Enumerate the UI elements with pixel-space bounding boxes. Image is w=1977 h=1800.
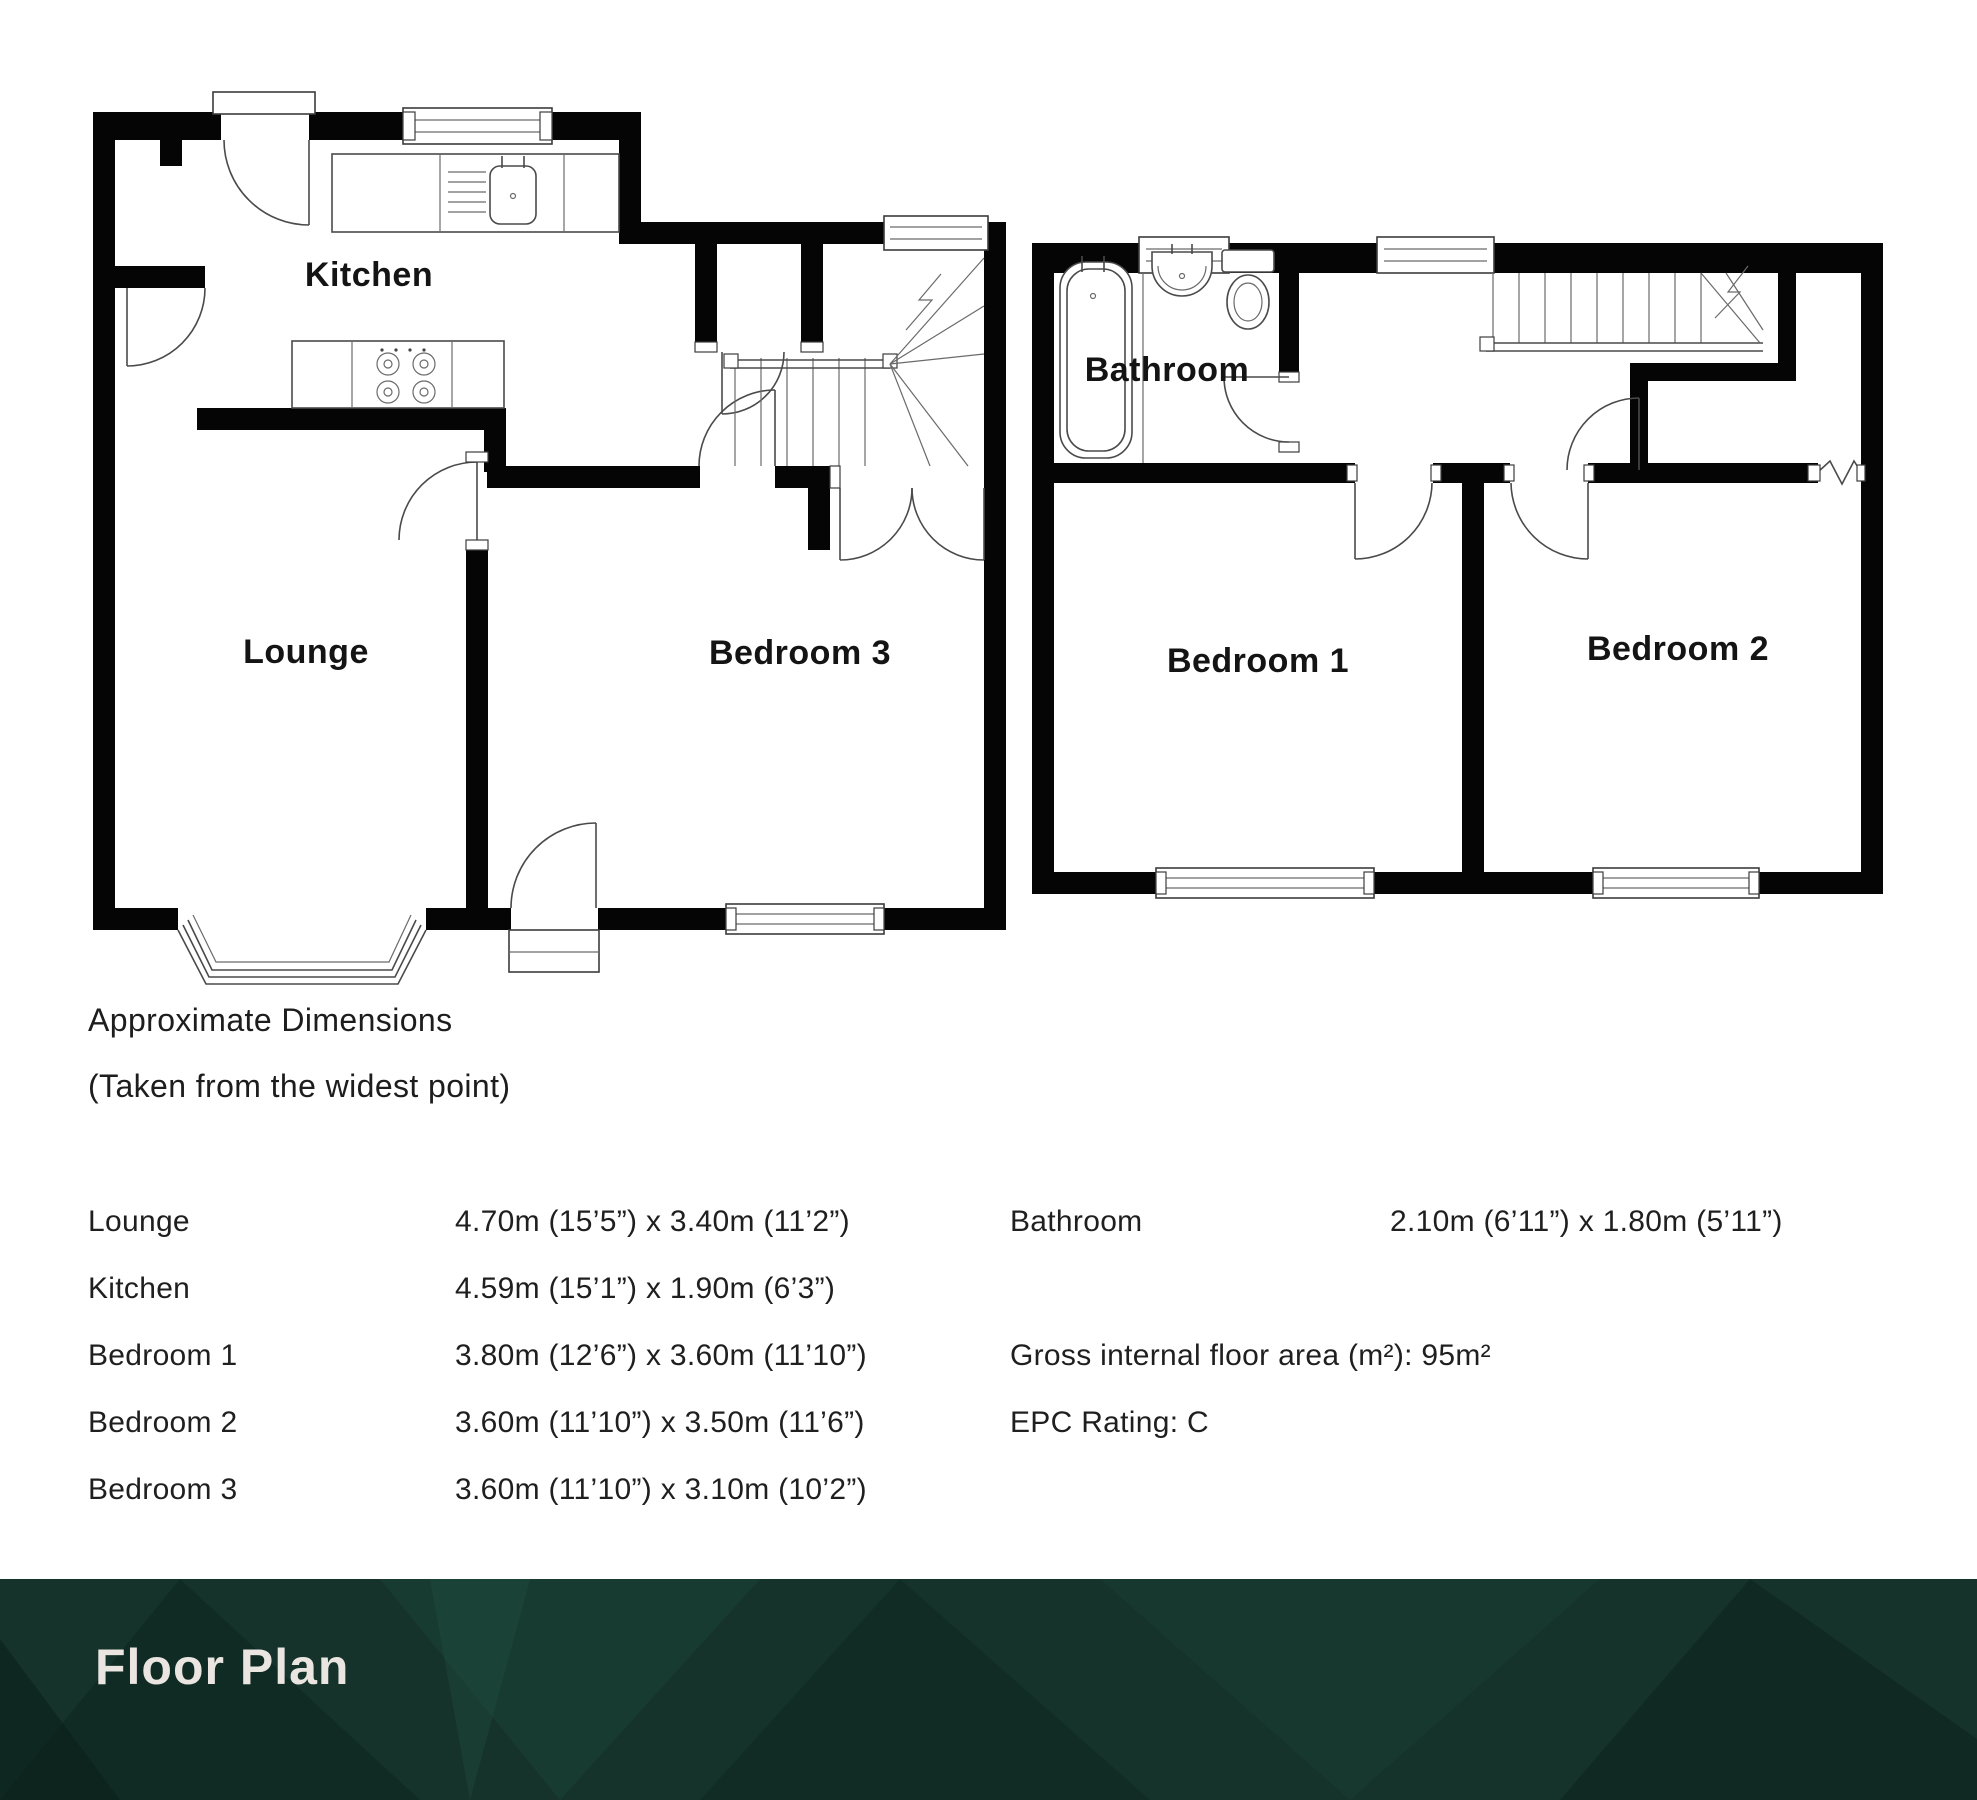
dim-row-bedroom3 — [88, 1473, 237, 1507]
dim-row-bedroom2 — [88, 1406, 237, 1440]
dim-row-lounge — [88, 1205, 190, 1239]
bedroom1-door — [1347, 465, 1441, 559]
dim-size-bathroom: 2.10m (6’11”) x 1.80m (5’11”) — [1390, 1205, 1783, 1238]
wash-basin — [1152, 244, 1212, 296]
bedroom1-window — [1156, 868, 1374, 898]
label-bedroom3: Bedroom 3 — [708, 634, 892, 672]
label-kitchen: Kitchen — [304, 256, 434, 294]
bedroom2-window — [1593, 868, 1759, 898]
landing-door — [1567, 398, 1639, 470]
epc-rating: EPC Rating: C — [1010, 1406, 1209, 1439]
kitchen-hob — [292, 341, 504, 408]
label-bedroom2: Bedroom 2 — [1586, 630, 1770, 668]
bedroom2-door — [1504, 465, 1594, 559]
dimensions-title: Approximate Dimensions — [88, 1002, 453, 1038]
dimensions-subtitle: (Taken from the widest point) — [88, 1068, 511, 1104]
dim-size-bedroom3: 3.60m (11’10”) x 3.10m (10’2”) — [455, 1473, 867, 1506]
label-bedroom1: Bedroom 1 — [1166, 642, 1350, 680]
hall-window — [884, 216, 988, 250]
dim-room-name: Bedroom 3 — [88, 1473, 238, 1506]
dim-room-name: Kitchen — [88, 1272, 191, 1305]
dim-room-name: Lounge — [88, 1205, 190, 1238]
toilet — [1222, 250, 1274, 329]
dim-room-name: Bedroom 1 — [88, 1339, 238, 1372]
footer-title: Floor Plan — [95, 1639, 350, 1695]
dim-room-name: Bedroom 2 — [88, 1406, 238, 1439]
bay-window — [178, 915, 426, 984]
kitchen-window — [403, 108, 552, 144]
dim-size-bedroom2: 3.60m (11’10”) x 3.50m (11’6”) — [455, 1406, 865, 1439]
kitchen-sink-counter — [332, 154, 619, 232]
landing-window — [1377, 237, 1494, 273]
dim-row-bathroom: Bathroom — [1010, 1205, 1143, 1238]
ground-top-door — [213, 92, 315, 225]
ground-floor-plan — [93, 92, 1006, 984]
ground-doors — [127, 288, 984, 972]
first-floor-stairs — [1480, 266, 1763, 351]
first-floor-plan — [1032, 237, 1883, 898]
dim-size-bedroom1: 3.80m (12’6”) x 3.60m (11’10”) — [455, 1339, 867, 1372]
bedroom3-window — [726, 904, 884, 934]
label-lounge: Lounge — [243, 633, 369, 671]
dim-row-bedroom1 — [88, 1339, 237, 1373]
dim-row-kitchen — [88, 1272, 190, 1306]
dim-size-lounge: 4.70m (15’5”) x 3.40m (11’2”) — [455, 1205, 850, 1238]
dim-size-kitchen: 4.59m (15’1”) x 1.90m (6’3”) — [455, 1272, 836, 1305]
ground-stairs — [724, 258, 984, 466]
wall-break-zigzag — [1818, 461, 1861, 484]
gross-floor-area: Gross internal floor area (m²): 95m² — [1010, 1339, 1491, 1372]
label-bathroom: Bathroom — [1084, 351, 1250, 389]
